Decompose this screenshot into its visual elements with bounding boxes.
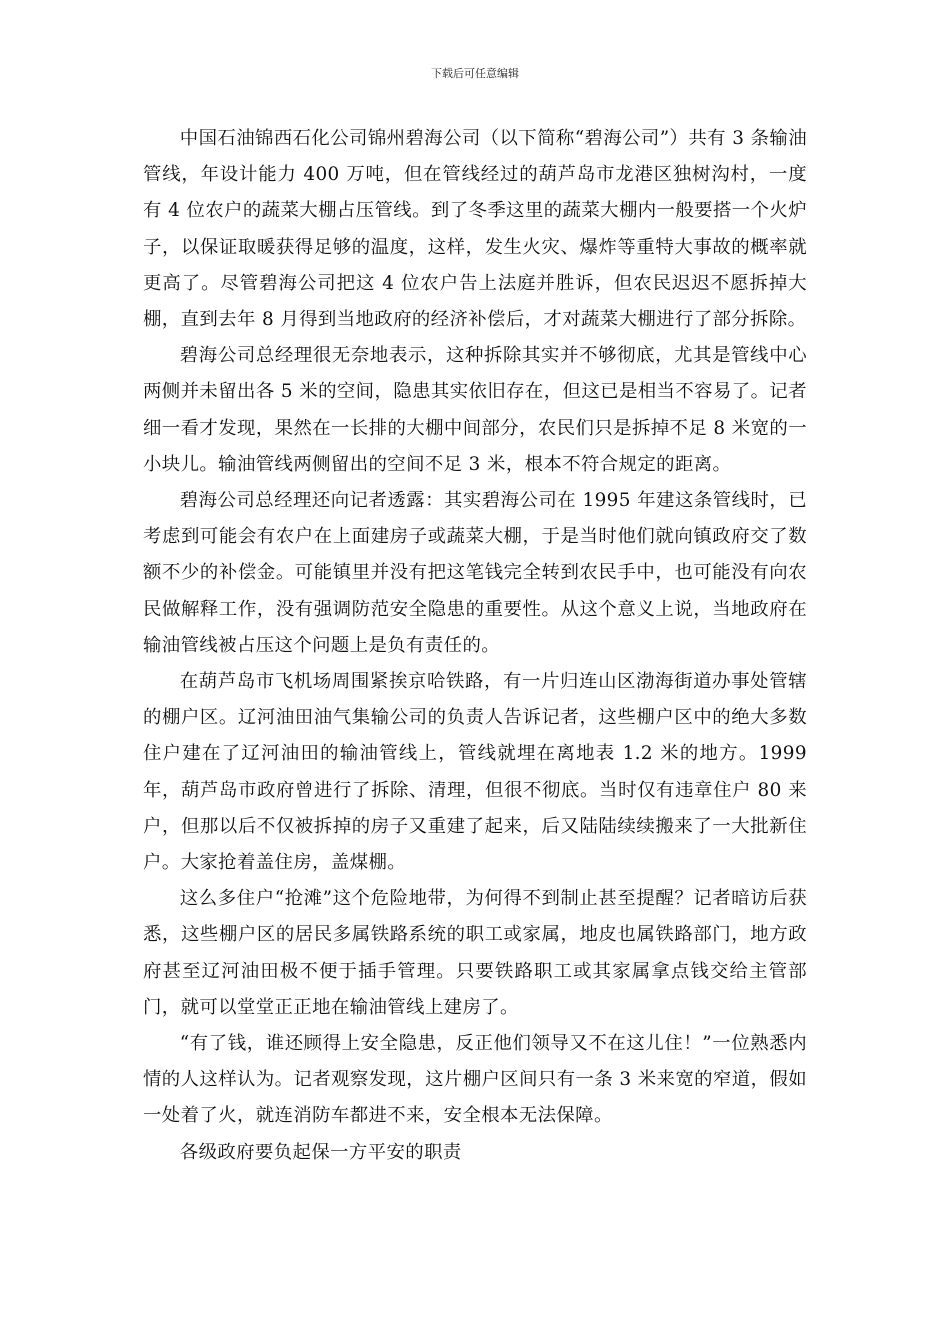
paragraph-4: 在葫芦岛市飞机场周围紧挨京哈铁路，有一片归连山区渤海街道办事处管辖的棚户区。辽河油田油气集输公司的负责人告诉记者，这些棚户区中的绝大多数住户建在了辽河油田的输油管线上，管线就埋在离地表 1.2 米的地方。1999 年，葫芦岛市政府曾进行了拆除、清理，但很不彻底。当时仅有违章住户 80 来户，但那以后不仅被拆掉的房子又重建了起来，后又陆陆续续搬来了一大批新住户。大家抢着盖住房，盖煤棚。: [143, 671, 807, 874]
paragraph-3: 碧海公司总经理还向记者透露：其实碧海公司在 1995 年建这条管线时，已考虑到可能会有农户在上面建房子或蔬菜大棚，于是当时他们就向镇政府交了数额不少的补偿金。可能镇里并没有把这笔钱完全转到农民手中，也可能没有向农民做解释工作，没有强调防范安全隐患的重要性。从这个意义上说，当地政府在输油管线被占压这个问题上是负有责任的。: [143, 490, 807, 656]
paragraph-2: 碧海公司总经理很无奈地表示，这种拆除其实并不够彻底，尤其是管线中心两侧并未留出各 5 米的空间，隐患其实依旧存在，但这已是相当不容易了。记者细一看才发现，果然在一长排的大棚中间部分，农民们只是拆掉不足 8 米宽的一小块儿。输油管线两侧留出的空间不足 3 米，根本不符合规定的距离。: [143, 345, 807, 475]
article-body: [143, 121, 807, 1171]
paragraph-5: 这么多住户“抢滩”这个危险地带，为何得不到制止甚至提醒？记者暗访后获悉，这些棚户区的居民多属铁路系统的职工或家属，地皮也属铁路部门，地方政府甚至辽河油田极不便于插手管理。只要铁路职工或其家属拿点钱交给主管部门，就可以堂堂正正地在输油管线上建房了。: [143, 888, 807, 1018]
paragraph-1: 中国石油锦西石化公司锦州碧海公司（以下简称“碧海公司”）共有 3 条输油管线，年设计能力 400 万吨，但在管线经过的葫芦岛市龙港区独树沟村，一度有 4 位农户的蔬菜大棚占压管线。到了冬季这里的蔬菜大棚内一般要搭一个火炉子，以保证取暖获得足够的温度，这样，发生火灾、爆炸等重特大事故的概率就更高了。尽管碧海公司把这 4 位农户告上法庭并胜诉，但农民迟迟不愿拆掉大棚，直到去年 8 月得到当地政府的经济补偿后，才对蔬菜大棚进行了部分拆除。: [143, 128, 807, 331]
page-header: 下载后可任意编辑: [431, 67, 519, 80]
section-heading: 各级政府要负起保一方平安的职责: [179, 1141, 462, 1163]
paragraph-6: “有了钱，谁还顾得上安全隐患，反正他们领导又不在这儿住！”一位熟悉内情的人这样认为。记者观察发现，这片棚户区间只有一条 3 米来宽的窄道，假如一处着了火，就连消防车都进不来，安全根本无法保障。: [143, 1033, 807, 1127]
